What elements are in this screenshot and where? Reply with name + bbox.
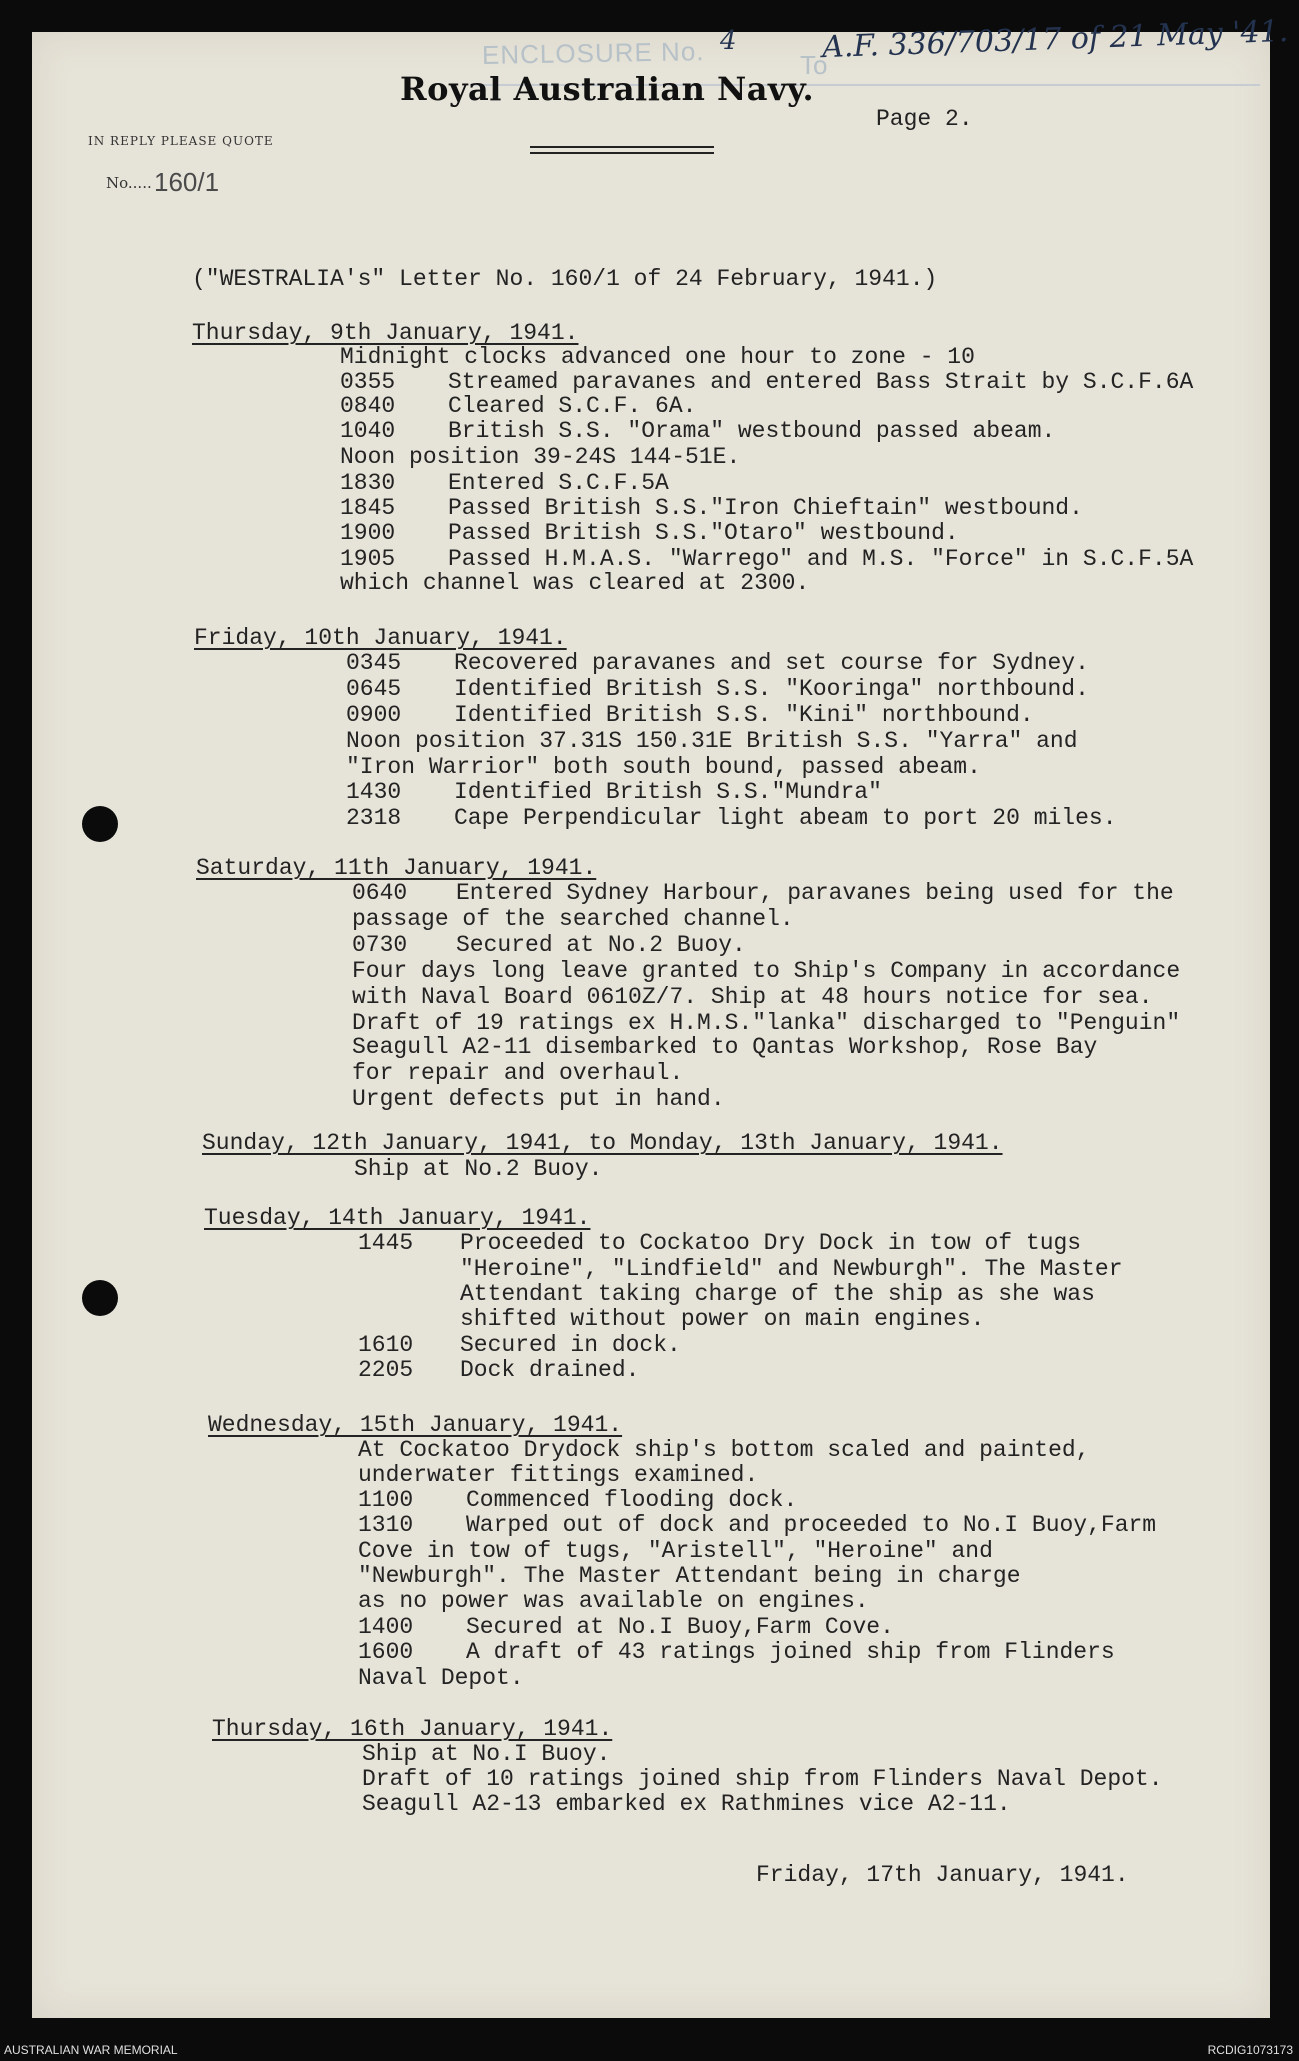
entry-text: "Heroine", "Lindfield" and Newburgh". The Master — [460, 1256, 1123, 1282]
punch-hole — [82, 1280, 118, 1316]
entry-text: Cove in tow of tugs, "Aristell", "Heroine" and — [358, 1538, 993, 1564]
entry-text: Dock drained. — [460, 1357, 640, 1383]
entry-text: Passed H.M.A.S. "Warrego" and M.S. "Force" in S.C.F.5A — [448, 546, 1194, 572]
entry-text: Attendant taking charge of the ship as she was — [460, 1281, 1095, 1307]
day-heading: Tuesday, 14th January, 1941. — [204, 1205, 591, 1231]
entry-text: Commenced flooding dock. — [466, 1487, 798, 1513]
entry-text: for repair and overhaul. — [352, 1060, 684, 1086]
entry-text: Draft of 19 ratings ex H.M.S."lanka" discharged to "Penguin" — [352, 1010, 1181, 1036]
entry-text: Secured at No.2 Buoy. — [456, 932, 746, 958]
entry-time: 0730 — [352, 932, 408, 958]
entry-time: 1100 — [358, 1487, 414, 1513]
letterhead-title: Royal Australian Navy. — [400, 70, 815, 108]
entry-time: 1400 — [358, 1614, 414, 1640]
entry-text: Seagull A2-13 embarked ex Rathmines vice A2-11. — [362, 1791, 1011, 1817]
entry-text: Streamed paravanes and entered Bass Strait by S.C.F.6A — [448, 369, 1194, 395]
entry-text: Proceeded to Cockatoo Dry Dock in tow of tugs — [460, 1230, 1082, 1256]
entry-text: Entered Sydney Harbour, paravanes being used for the — [456, 880, 1174, 906]
entry-text: Four days long leave granted to Ship's Company in accordance — [352, 958, 1181, 984]
entry-text: passage of the searched channel. — [352, 906, 794, 932]
entry-time: 1445 — [358, 1230, 414, 1256]
page-number: Page 2. — [876, 106, 973, 132]
entry-text: Identified British S.S. "Kini" northbound. — [454, 702, 1034, 728]
next-page-heading: Friday, 17th January, 1941. — [756, 1862, 1129, 1888]
entry-time: 1430 — [346, 779, 402, 805]
entry-text: Warped out of dock and proceeded to No.I Buoy,Farm — [466, 1512, 1157, 1538]
entry-time: 0645 — [346, 676, 402, 702]
entry-text: British S.S. "Orama" westbound passed abeam. — [448, 418, 1056, 444]
entry-text: Secured at No.I Buoy,Farm Cove. — [466, 1614, 894, 1640]
subject-line: ("WESTRALIA's" Letter No. 160/1 of 24 February, 1941.) — [192, 266, 938, 292]
entry-text: Identified British S.S."Mundra" — [454, 779, 882, 805]
entry-time: 1600 — [358, 1639, 414, 1665]
entry-text: A draft of 43 ratings joined ship from Flinders — [466, 1639, 1115, 1665]
footer-id: RCDIG1073173 — [1207, 2043, 1293, 2057]
entry-time: 0840 — [340, 393, 396, 419]
enclosure-number: 4 — [720, 26, 737, 56]
entry-time: 1905 — [340, 546, 396, 572]
entry-text: Identified British S.S. "Kooringa" northbound. — [454, 676, 1089, 702]
entry-text: "Newburgh". The Master Attendant being in charge — [358, 1563, 1021, 1589]
entry-time: 0900 — [346, 702, 402, 728]
entry-time: 1610 — [358, 1332, 414, 1358]
punch-hole — [82, 806, 118, 842]
entry-time: 0640 — [352, 880, 408, 906]
entry-text: Passed British S.S."Iron Chieftain" westbound. — [448, 495, 1083, 521]
entry-text: shifted without power on main engines. — [460, 1306, 985, 1332]
entry-time: 1310 — [358, 1512, 414, 1538]
entry-time: 0355 — [340, 369, 396, 395]
entry-text: Cape Perpendicular light abeam to port 20 miles. — [454, 805, 1117, 831]
entry-text: Secured in dock. — [460, 1332, 681, 1358]
entry-time: 0345 — [346, 650, 402, 676]
entry-text: underwater fittings examined. — [358, 1462, 759, 1488]
entry-text: At Cockatoo Drydock ship's bottom scaled and painted, — [358, 1437, 1090, 1463]
ref-number: 160/1 — [154, 167, 220, 197]
entry-text: Ship at No.2 Buoy. — [354, 1156, 603, 1182]
day-heading: Friday, 10th January, 1941. — [194, 625, 567, 651]
enclosure-stamp: ENCLOSURE No. — [481, 36, 705, 70]
entry-text: Cleared S.C.F. 6A. — [448, 393, 697, 419]
entry-text: Passed British S.S."Otaro" westbound. — [448, 520, 959, 546]
entry-time: 1040 — [340, 418, 396, 444]
reply-label: IN REPLY PLEASE QUOTE — [88, 134, 274, 148]
entry-text: Recovered paravanes and set course for Sydney. — [454, 650, 1089, 676]
day-heading: Wednesday, 15th January, 1941. — [208, 1412, 623, 1438]
enclosure-to: To — [800, 50, 828, 80]
entry-text: Ship at No.I Buoy. — [362, 1741, 611, 1767]
entry-text: Seagull A2-11 disembarked to Qantas Workshop, Rose Bay — [352, 1034, 1098, 1060]
entry-text: Midnight clocks advanced one hour to zone - 10 — [340, 344, 975, 370]
entry-text: with Naval Board 0610Z/7. Ship at 48 hours notice for sea. — [352, 984, 1153, 1010]
entry-time: 1900 — [340, 520, 396, 546]
title-rule-bottom — [530, 152, 714, 154]
entry-text: Naval Depot. — [358, 1665, 524, 1691]
entry-text: which channel was cleared at 2300. — [340, 570, 810, 596]
entry-text: Noon position 37.31S 150.31E British S.S. "Yarra" and — [346, 728, 1078, 754]
day-heading: Saturday, 11th January, 1941. — [196, 855, 597, 881]
entry-text: as no power was available on engines. — [358, 1588, 869, 1614]
entry-time: 2205 — [358, 1357, 414, 1383]
day-heading: Sunday, 12th January, 1941, to Monday, 13th January, 1941. — [202, 1130, 1003, 1156]
ref-label: No..... — [106, 174, 152, 192]
entry-text: Urgent defects put in hand. — [352, 1086, 725, 1112]
title-rule-top — [530, 146, 714, 148]
entry-text: Entered S.C.F.5A — [448, 470, 669, 496]
day-heading: Thursday, 9th January, 1941. — [192, 320, 579, 346]
entry-time: 1845 — [340, 495, 396, 521]
entry-text: Noon position 39-24S 144-51E. — [340, 444, 741, 470]
entry-time: 2318 — [346, 805, 402, 831]
entry-text: Draft of 10 ratings joined ship from Flinders Naval Depot. — [362, 1766, 1163, 1792]
entry-time: 1830 — [340, 470, 396, 496]
day-heading: Thursday, 16th January, 1941. — [212, 1716, 613, 1742]
handwritten-reference: A.F. 336/703/17 of 21 May '41. — [821, 13, 1289, 66]
entry-text: "Iron Warrior" both south bound, passed abeam. — [346, 754, 981, 780]
footer-source: AUSTRALIAN WAR MEMORIAL — [4, 2043, 178, 2057]
